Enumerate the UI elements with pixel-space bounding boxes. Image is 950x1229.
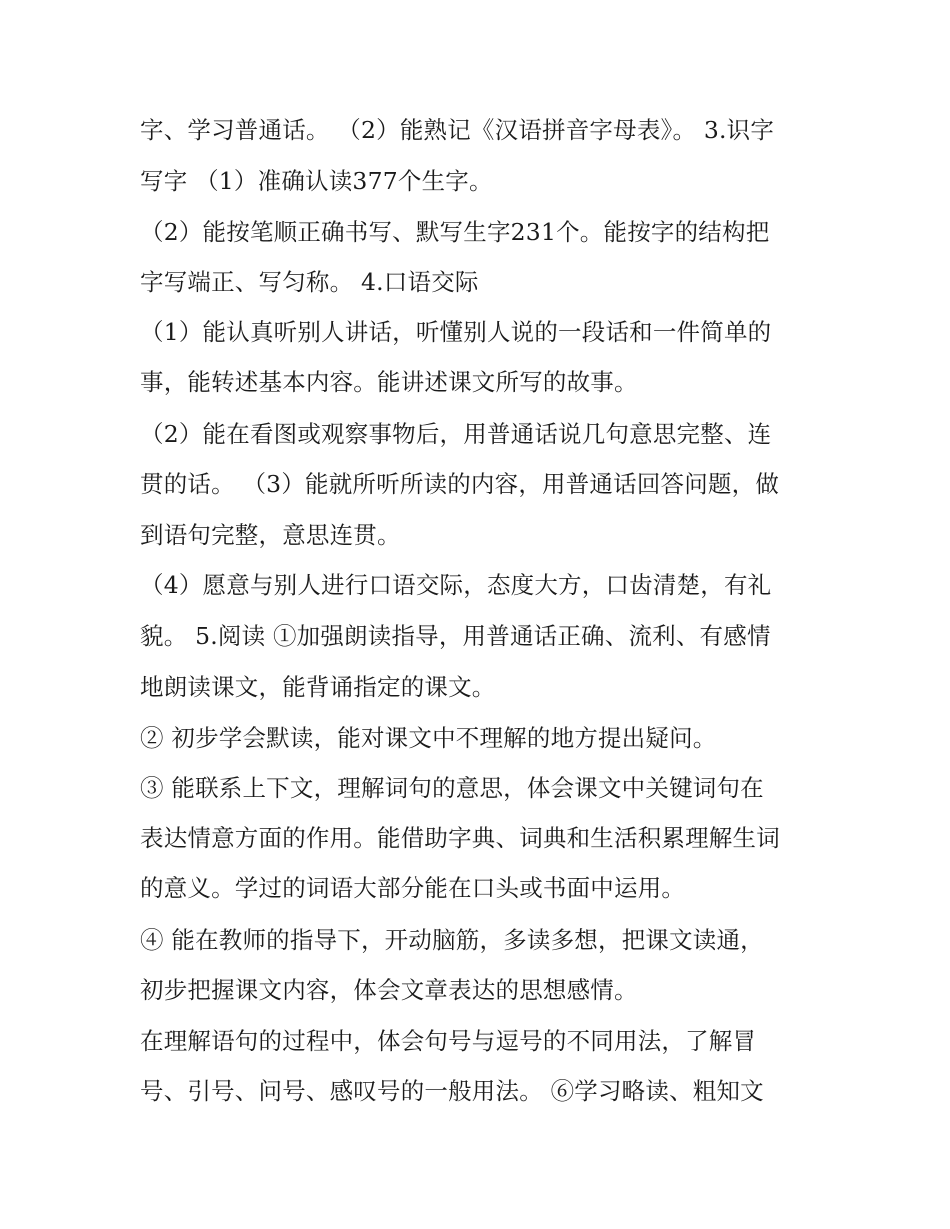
text-line: 初步把握课文内容，体会文章表达的思想感情。 <box>140 976 638 1004</box>
text-line: 事，能转述基本内容。能讲述课文所写的故事。 <box>140 368 638 396</box>
text-line: 的意义。学过的词语大部分能在口头或书面中运用。 <box>140 874 686 902</box>
text-line: （4）愿意与别人进行口语交际，态度大方，口齿清楚，有礼 <box>140 571 772 599</box>
text-line: ④ 能在教师的指导下，开动脑筋，多读多想，把课文读通， <box>140 926 764 954</box>
text-line: 字、学习普通话。 （2）能熟记《汉语拼音字母表》。 3.识字 <box>140 116 775 144</box>
text-line: 在理解语句的过程中，体会句号与逗号的不同用法，了解冒 <box>140 1027 757 1055</box>
text-line: 贯的话。 （3）能就所听所读的内容，用普通话回答问题，做 <box>140 470 780 498</box>
text-line: 表达情意方面的作用。能借助字典、词典和生活积累理解生词 <box>140 824 780 852</box>
text-line: （2）能按笔顺正确书写、默写生字231个。能按字的结构把 <box>140 218 770 246</box>
text-line: ③ 能联系上下文，理解词句的意思，体会课文中关键词句在 <box>140 774 764 802</box>
text-line: 地朗读课文，能背诵指定的课文。 <box>140 673 496 701</box>
text-line: 写字 （1）准确认读377个生字。 <box>140 167 493 195</box>
text-line: 到语句完整，意思连贯。 <box>140 521 401 549</box>
text-line: 貌。 5.阅读 ①加强朗读指导，用普通话正确、流利、有感情 <box>140 622 771 650</box>
text-line: （2）能在看图或观察事物后，用普通话说几句意思完整、连 <box>140 420 772 448</box>
text-line: 号、引号、问号、感叹号的一般用法。 ⑥学习略读、粗知文 <box>140 1077 764 1105</box>
text-line: 字写端正、写匀称。 4.口语交际 <box>140 268 479 296</box>
text-line: （1）能认真听别人讲话，听懂别人说的一段话和一件简单的 <box>140 318 772 346</box>
text-line: ② 初步学会默读，能对课文中不理解的地方提出疑问。 <box>140 724 717 752</box>
